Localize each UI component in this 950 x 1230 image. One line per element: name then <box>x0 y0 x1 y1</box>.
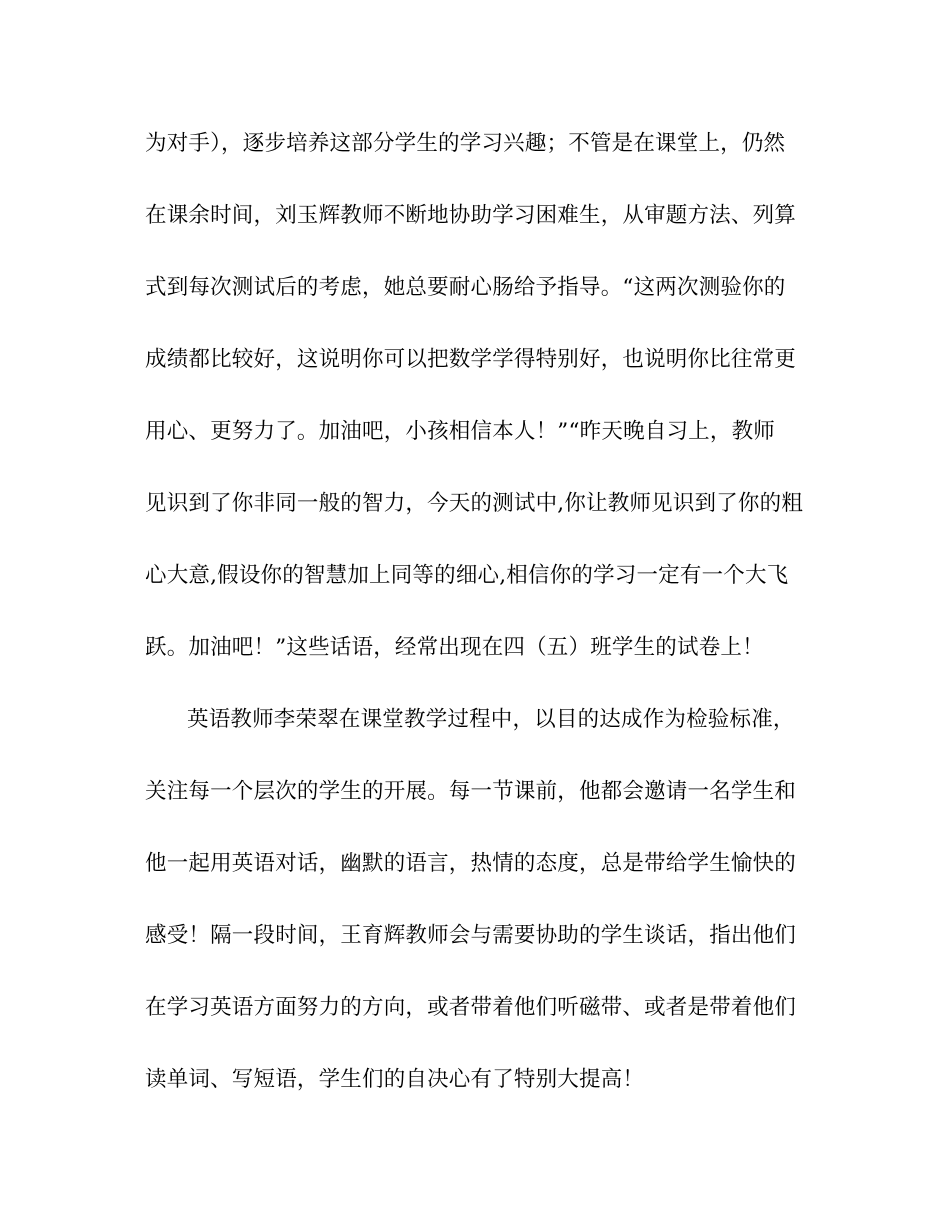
body-text <box>145 124 810 1132</box>
text-line: 在课余时间，刘玉辉教师不断地协助学习困难生，从审题方法、列算 <box>145 203 797 228</box>
text-line: 感受！隔一段时间，王育辉教师会与需要协助的学生谈话，指出他们 <box>145 923 797 948</box>
text-line: 在学习英语方面努力的方向，或者带着他们听磁带、或者是带着他们 <box>145 995 797 1020</box>
paragraph-start-line: 英语教师李荣翠在课堂教学过程中，以目的达成作为检验标准， <box>187 707 795 732</box>
text-line: 用心、更努力了。加油吧，小孩相信本人！”“昨天晚自习上，教师 <box>145 419 775 444</box>
text-line: 跃。加油吧！”这些话语，经常出现在四（五）班学生的试卷上！ <box>145 635 764 660</box>
text-line: 心大意,假设你的智慧加上同等的细心,相信你的学习一定有一个大飞 <box>145 563 789 588</box>
text-line: 他一起用英语对话，幽默的语言，热情的态度，总是带给学生愉快的 <box>145 851 797 876</box>
text-line: 见识到了你非同一般的智力，今天的测试中,你让教师见识到了你的粗 <box>145 491 804 516</box>
text-line: 关注每一个层次的学生的开展。每一节课前，他都会邀请一名学生和 <box>145 779 797 804</box>
text-line: 式到每次测试后的考虑，她总要耐心肠给予指导。“这两次测验你的 <box>145 275 786 300</box>
text-line: 读单词、写短语，学生们的自决心有了特别大提高！ <box>145 1067 645 1092</box>
text-line: 为对手），逐步培养这部分学生的学习兴趣；不管是在课堂上，仍然 <box>145 131 786 156</box>
text-line: 成绩都比较好，这说明你可以把数学学得特别好，也说明你比往常更 <box>145 347 797 372</box>
